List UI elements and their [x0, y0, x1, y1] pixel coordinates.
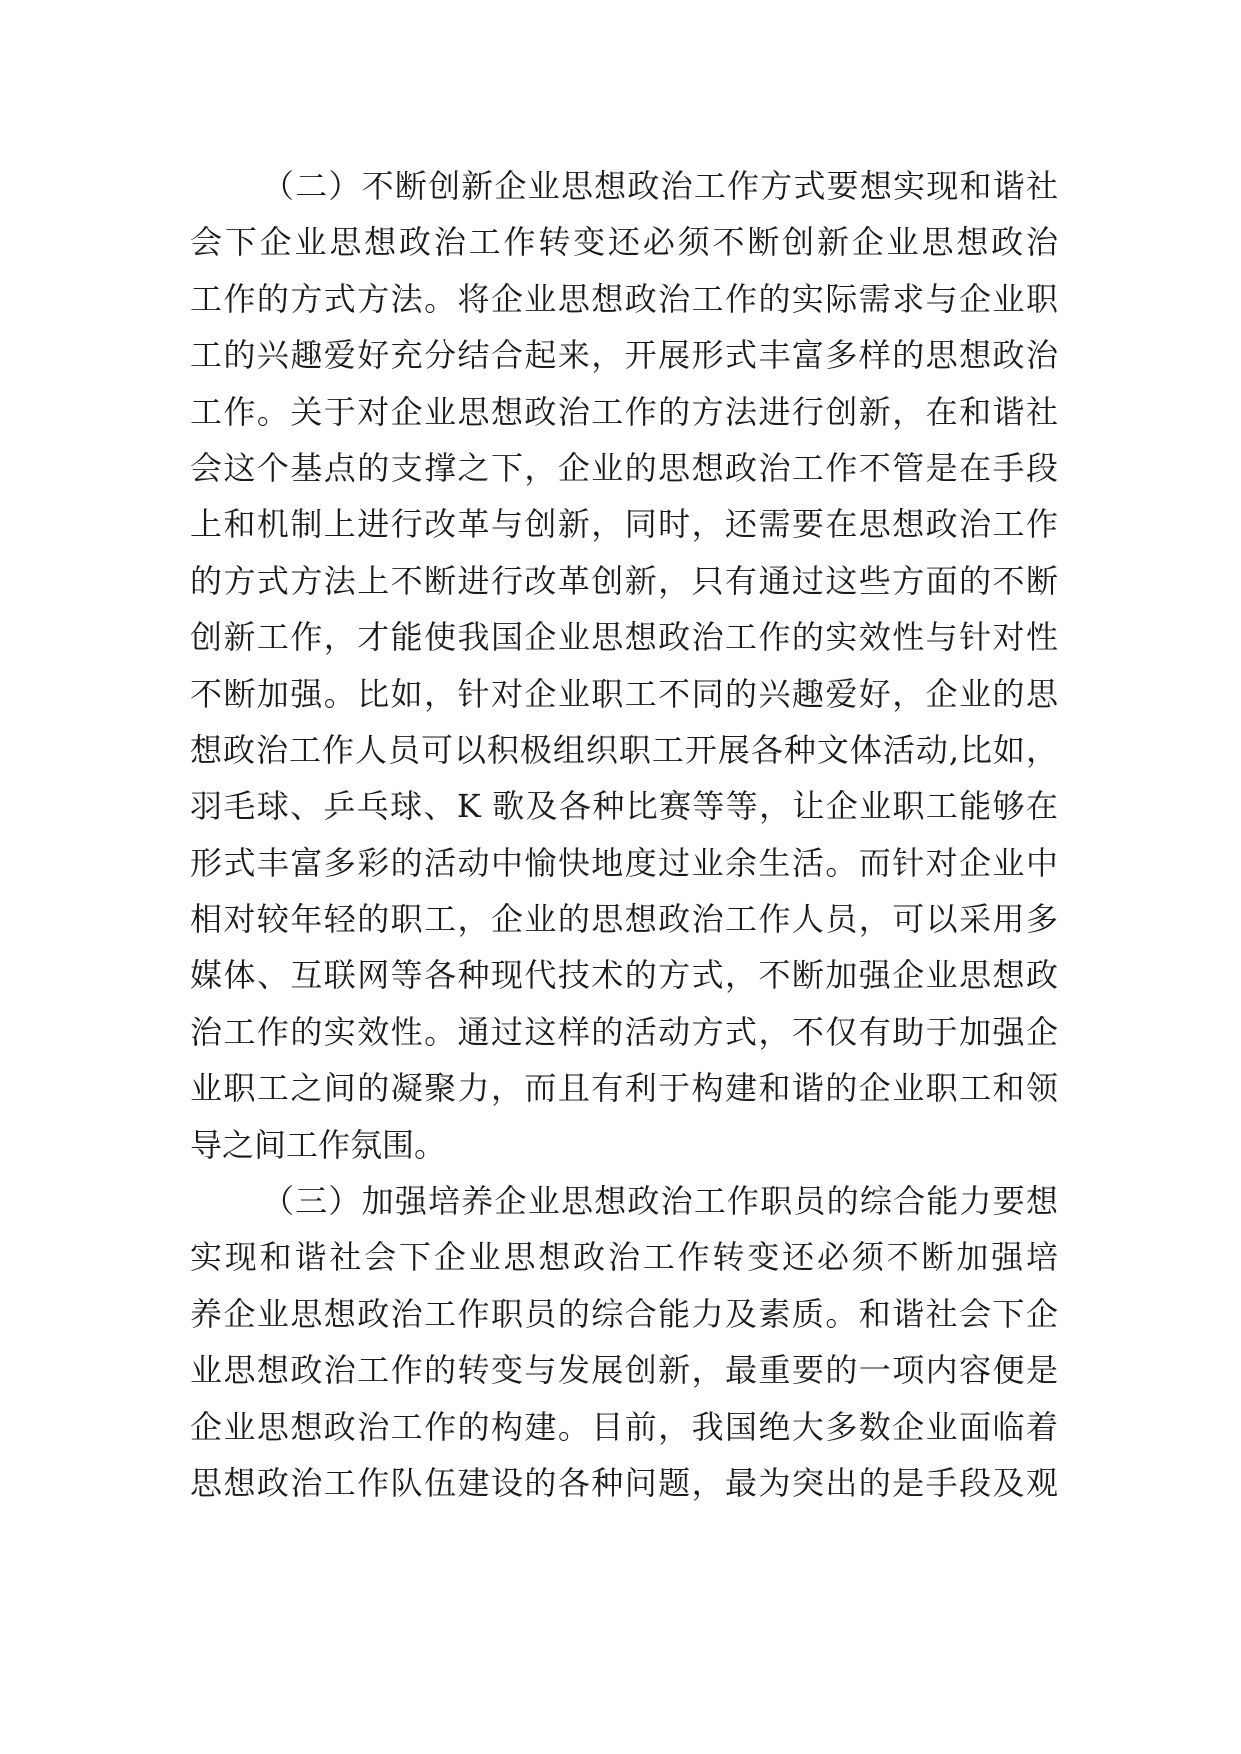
- paragraph-3: [190, 1173, 1058, 1511]
- text-line: 企业思想政治工作的构建。目前，我国绝大多数企业面临着: [190, 1407, 1058, 1446]
- paragraph-2: [190, 158, 1058, 1173]
- text-line: 创新工作，才能使我国企业思想政治工作的实效性与针对性: [190, 618, 1058, 657]
- text-line: （三）加强培养企业思想政治工作职员的综合能力要想: [262, 1182, 1058, 1221]
- text-line: 媒体、互联网等各种现代技术的方式，不断加强企业思想政: [190, 956, 1058, 995]
- text-line: 形式丰富多彩的活动中愉快地度过业余生活。而针对企业中: [190, 843, 1058, 882]
- text-line: 实现和谐社会下企业思想政治工作转变还必须不断加强培: [190, 1238, 1058, 1277]
- text-line: 不断加强。比如，针对企业职工不同的兴趣爱好，企业的思: [190, 674, 1058, 713]
- text-line: 的方式方法上不断进行改革创新，只有通过这些方面的不断: [190, 561, 1058, 600]
- text-line: （二）不断创新企业思想政治工作方式要想实现和谐社: [262, 167, 1058, 205]
- text-line: 思想政治工作队伍建设的各种问题，最为突出的是手段及观: [190, 1463, 1058, 1502]
- text-line: 相对较年轻的职工，企业的思想政治工作人员，可以采用多: [190, 900, 1058, 939]
- text-line: 工作的方式方法。将企业思想政治工作的实际需求与企业职: [190, 279, 1058, 318]
- text-line: 治工作的实效性。通过这样的活动方式，不仅有助于加强企: [190, 1012, 1058, 1051]
- body-text: [190, 158, 1058, 1511]
- text-line: 业职工之间的凝聚力，而且有利于构建和谐的企业职工和领: [190, 1069, 1058, 1108]
- text-line: 会下企业思想政治工作转变还必须不断创新企业思想政治: [190, 223, 1058, 262]
- text-line: 工作。关于对企业思想政治工作的方法进行创新，在和谐社: [190, 392, 1058, 431]
- text-line: 养企业思想政治工作职员的综合能力及素质。和谐社会下企: [190, 1294, 1058, 1333]
- text-line: 业思想政治工作的转变与发展创新，最重要的一项内容便是: [190, 1351, 1058, 1390]
- text-line: 导之间工作氛围。: [190, 1125, 447, 1164]
- text-line: 会这个基点的支撑之下，企业的思想政治工作不管是在手段: [190, 448, 1058, 487]
- text-line: 工的兴趣爱好充分结合起来，开展形式丰富多样的思想政治: [190, 336, 1058, 375]
- text-line: 上和机制上进行改革与创新，同时，还需要在思想政治工作: [190, 505, 1058, 544]
- text-line: 羽毛球、乒乓球、K 歌及各种比赛等等，让企业职工能够在: [190, 787, 1058, 826]
- text-line: 想政治工作人员可以积极组织职工开展各种文体活动,比如，: [190, 730, 1058, 769]
